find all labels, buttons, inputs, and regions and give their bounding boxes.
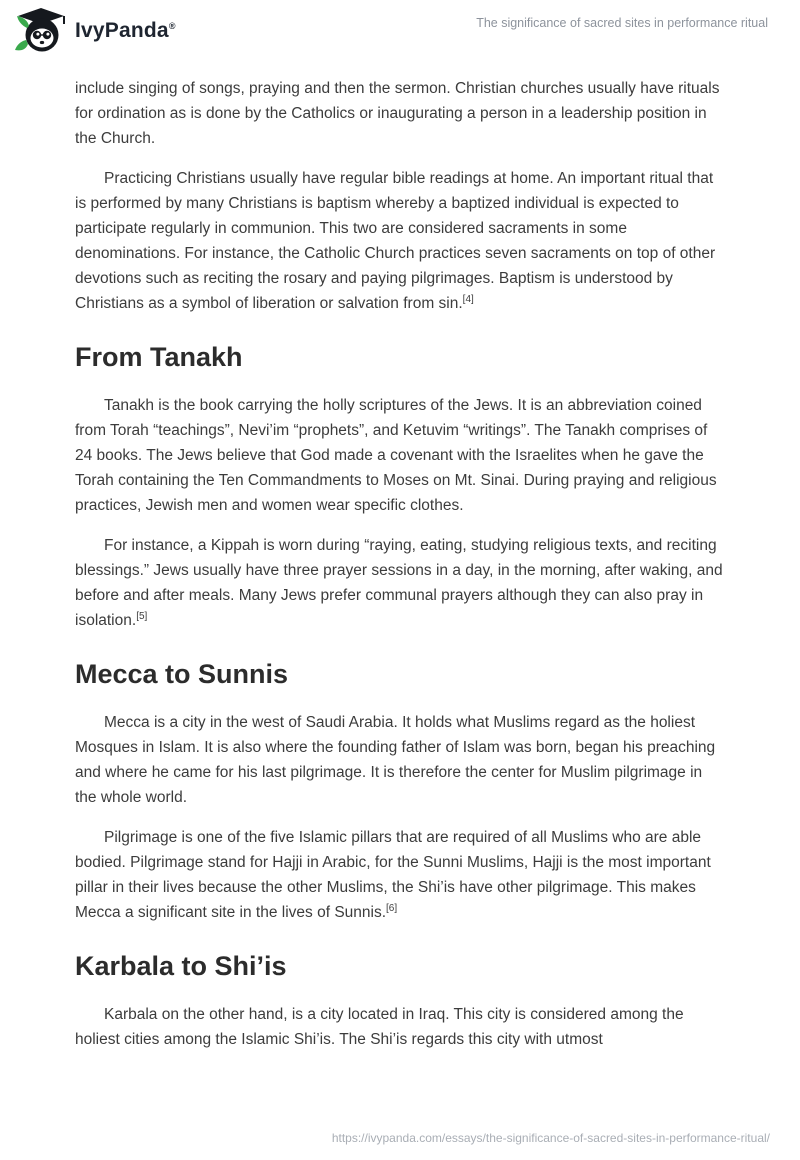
footnote-ref[interactable]: [4] [462,293,474,305]
source-url[interactable]: https://ivypanda.com/essays/the-significance-of-sacred-sites-in-performance-ritual/ [331,1131,770,1145]
paragraph: For instance, a Kippah is worn during “raying, eating, studying religious texts, and reciting blessings.” Jews usually have three prayer sessions in a day, in the morning, after waking, and before and after meals. Many Jews prefer communal prayers although they can also pray in isolation.[5] [75,537,723,629]
brand[interactable] [14,6,176,56]
section-heading: From Tanakh [75,342,243,372]
paragraph: Mecca is a city in the west of Saudi Arabia. It holds what Muslims regard as the holiest Mosques in Islam. It is also where the founding father of Islam was born, began his preaching and where he came for his last pilgrimage. It is therefore the center for Muslim pilgrimage in the whole world. [75,714,716,806]
page-footer [332,1129,770,1147]
brand-name: IvyPanda® [75,19,176,42]
section-heading: Mecca to Sunnis [75,659,289,689]
footnote-ref[interactable]: [6] [386,902,398,914]
essay-content [0,58,800,1052]
section-heading: Karbala to Shi’is [75,951,287,981]
paragraph: Tanakh is the book carrying the holly scriptures of the Jews. It is an abbreviation coined from Torah “teachings”, Nevi’im “prophets”, and Ketuvim “writings”. The Tanakh comprises of 24 books. The Jews believe that God made a covenant with the Israelites when he gave the Torah containing the Ten Commandments to Moses on Mt. Sinai. During praying and religious practices, Jewish men and women wear specific clothes. [75,397,717,514]
paragraph: Karbala on the other hand, is a city located in Iraq. This city is considered among the holiest cities among the Islamic Shi’is. The Shi’is regards this city with utmost [75,1006,684,1048]
site-header [0,0,800,58]
document-title: The significance of sacred sites in performance ritual [476,16,768,30]
registered-mark: ® [168,21,176,31]
paragraph: Practicing Christians usually have regular bible readings at home. An important ritual that is performed by many Christians is baptism whereby a baptized individual is expected to participate regularly in communion. This two are considered sacraments in some denominations. For instance, the Catholic Church practices seven sacraments on top of other devotions such as reciting the rosary and paying pilgrimages. Baptism is understood by Christians as a symbol of liberation or salvation from sin.[4] [75,170,716,312]
footnote-ref[interactable]: [5] [136,610,148,622]
paragraph: Pilgrimage is one of the five Islamic pillars that are required of all Muslims who are able bodied. Pilgrimage stand for Hajji in Arabic, for the Sunni Muslims, Hajji is the most important pillar in their lives because the other Muslims, the Shi’is have other pilgrimage. This makes Mecca a significant site in the lives of Sunnis.[6] [75,829,711,921]
paragraph: include singing of songs, praying and then the sermon. Christian churches usually have rituals for ordination as is done by the Catholics or inaugurating a person in a leadership position in the Church. [75,80,720,147]
ivypanda-logo-icon [14,6,66,56]
